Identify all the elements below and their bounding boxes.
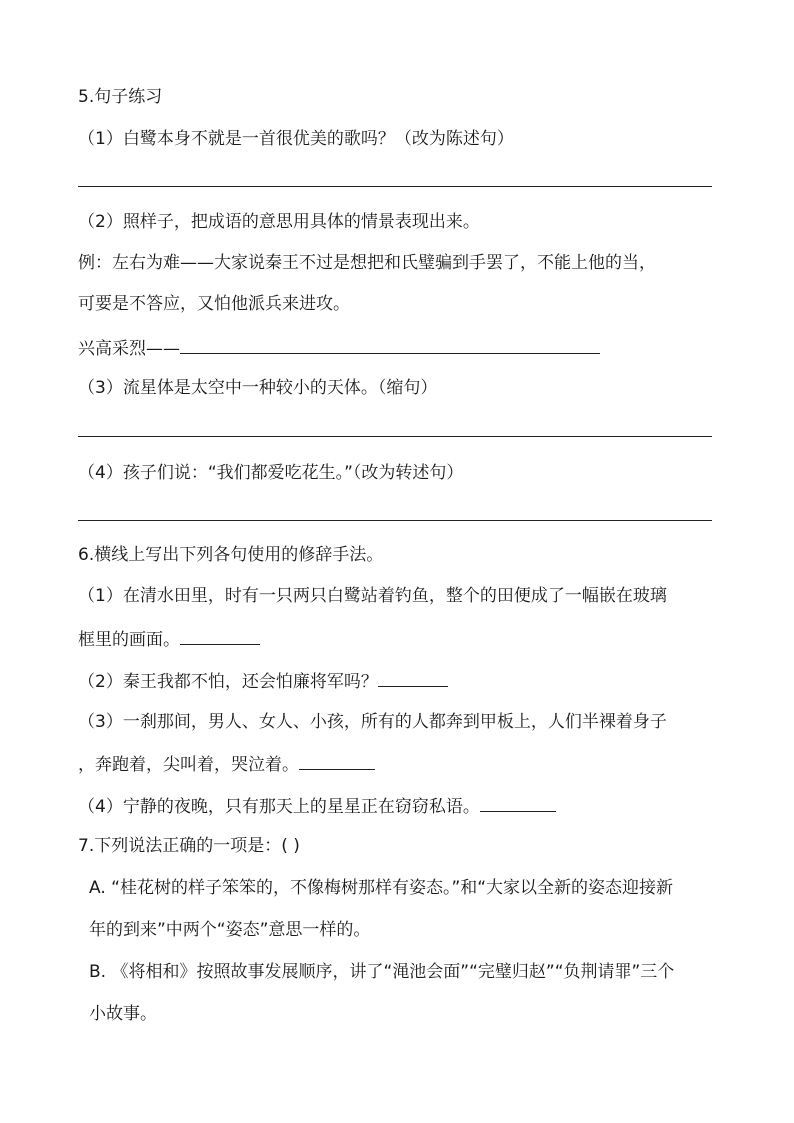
q6-sentence-2-row bbox=[78, 668, 448, 694]
q6-sentence-1-line-1: （1）在清水田里，时有一只两只白鹭站着钓鱼，整个的田便成了一幅嵌在玻璃 bbox=[78, 586, 667, 606]
q5-idiom-answer-blank[interactable] bbox=[180, 335, 600, 354]
q6-answer-blank-1[interactable] bbox=[180, 626, 260, 645]
q6-sentence-1-text: 框里的画面。 bbox=[78, 630, 180, 650]
q6-sentence-4-text: （4）宁静的夜晚，只有那天上的星星正在窃窃私语。 bbox=[78, 797, 480, 817]
q5-sentence-1: （1）白鹭本身不就是一首很优美的歌吗？（改为陈述句） bbox=[78, 129, 514, 149]
q6-sentence-3-text: ，奔跑着，尖叫着，哭泣着。 bbox=[78, 755, 299, 775]
q6-answer-blank-2[interactable] bbox=[378, 668, 448, 687]
q6-answer-blank-3[interactable] bbox=[299, 751, 375, 770]
q5-sentence-4: （4）孩子们说：“我们都爱吃花生。”（改为转述句） bbox=[78, 463, 464, 483]
q6-answer-blank-4[interactable] bbox=[480, 793, 556, 812]
q5-idiom-prompt: 兴高采烈—— bbox=[78, 339, 180, 359]
q5-sentence-3: （3）流星体是太空中一种较小的天体。（缩句） bbox=[78, 378, 438, 398]
q6-sentence-3-line-1: （3）一刹那间，男人、女人、小孩，所有的人都奔到甲板上，人们半裸着身子 bbox=[78, 712, 667, 732]
q6-sentence-3-line-2 bbox=[78, 751, 375, 777]
q7-option-b-line-1[interactable]: B. 《将相和》按照故事发展顺序，讲了“渑池会面”“完璧归赵”“负荆请罪”三个 bbox=[89, 962, 675, 982]
q6-title: 6.横线上写出下列各句使用的修辞手法。 bbox=[78, 545, 384, 565]
q5-idiom-row bbox=[78, 335, 600, 361]
q5-answer-line-4[interactable] bbox=[78, 520, 712, 521]
q5-example-line-2: 可要是不答应，又怕他派兵来进攻。 bbox=[78, 294, 350, 314]
q6-sentence-2-text: （2）秦王我都不怕，还会怕廉将军吗？ bbox=[78, 672, 378, 692]
q7-option-a-line-1[interactable]: A. “桂花树的样子笨笨的，不像梅树那样有姿态。”和“大家以全新的姿态迎接新 bbox=[89, 878, 674, 898]
q6-sentence-1-line-2 bbox=[78, 626, 260, 652]
q7-title: 7.下列说法正确的一项是：( ) bbox=[78, 836, 300, 856]
q5-sentence-2: （2）照样子，把成语的意思用具体的情景表现出来。 bbox=[78, 212, 480, 232]
q5-example-line-1: 例：左右为难——大家说秦王不过是想把和氏璧骗到手罢了，不能上他的当， bbox=[78, 253, 656, 273]
q7-option-a-line-2: 年的到来”中两个“姿态”意思一样的。 bbox=[89, 920, 371, 940]
q6-sentence-4-row bbox=[78, 793, 556, 819]
q7-option-b-line-2: 小故事。 bbox=[89, 1004, 157, 1024]
q5-answer-line-1[interactable] bbox=[78, 186, 712, 187]
q5-title: 5.句子练习 bbox=[78, 87, 163, 107]
q5-answer-line-3[interactable] bbox=[78, 436, 712, 437]
